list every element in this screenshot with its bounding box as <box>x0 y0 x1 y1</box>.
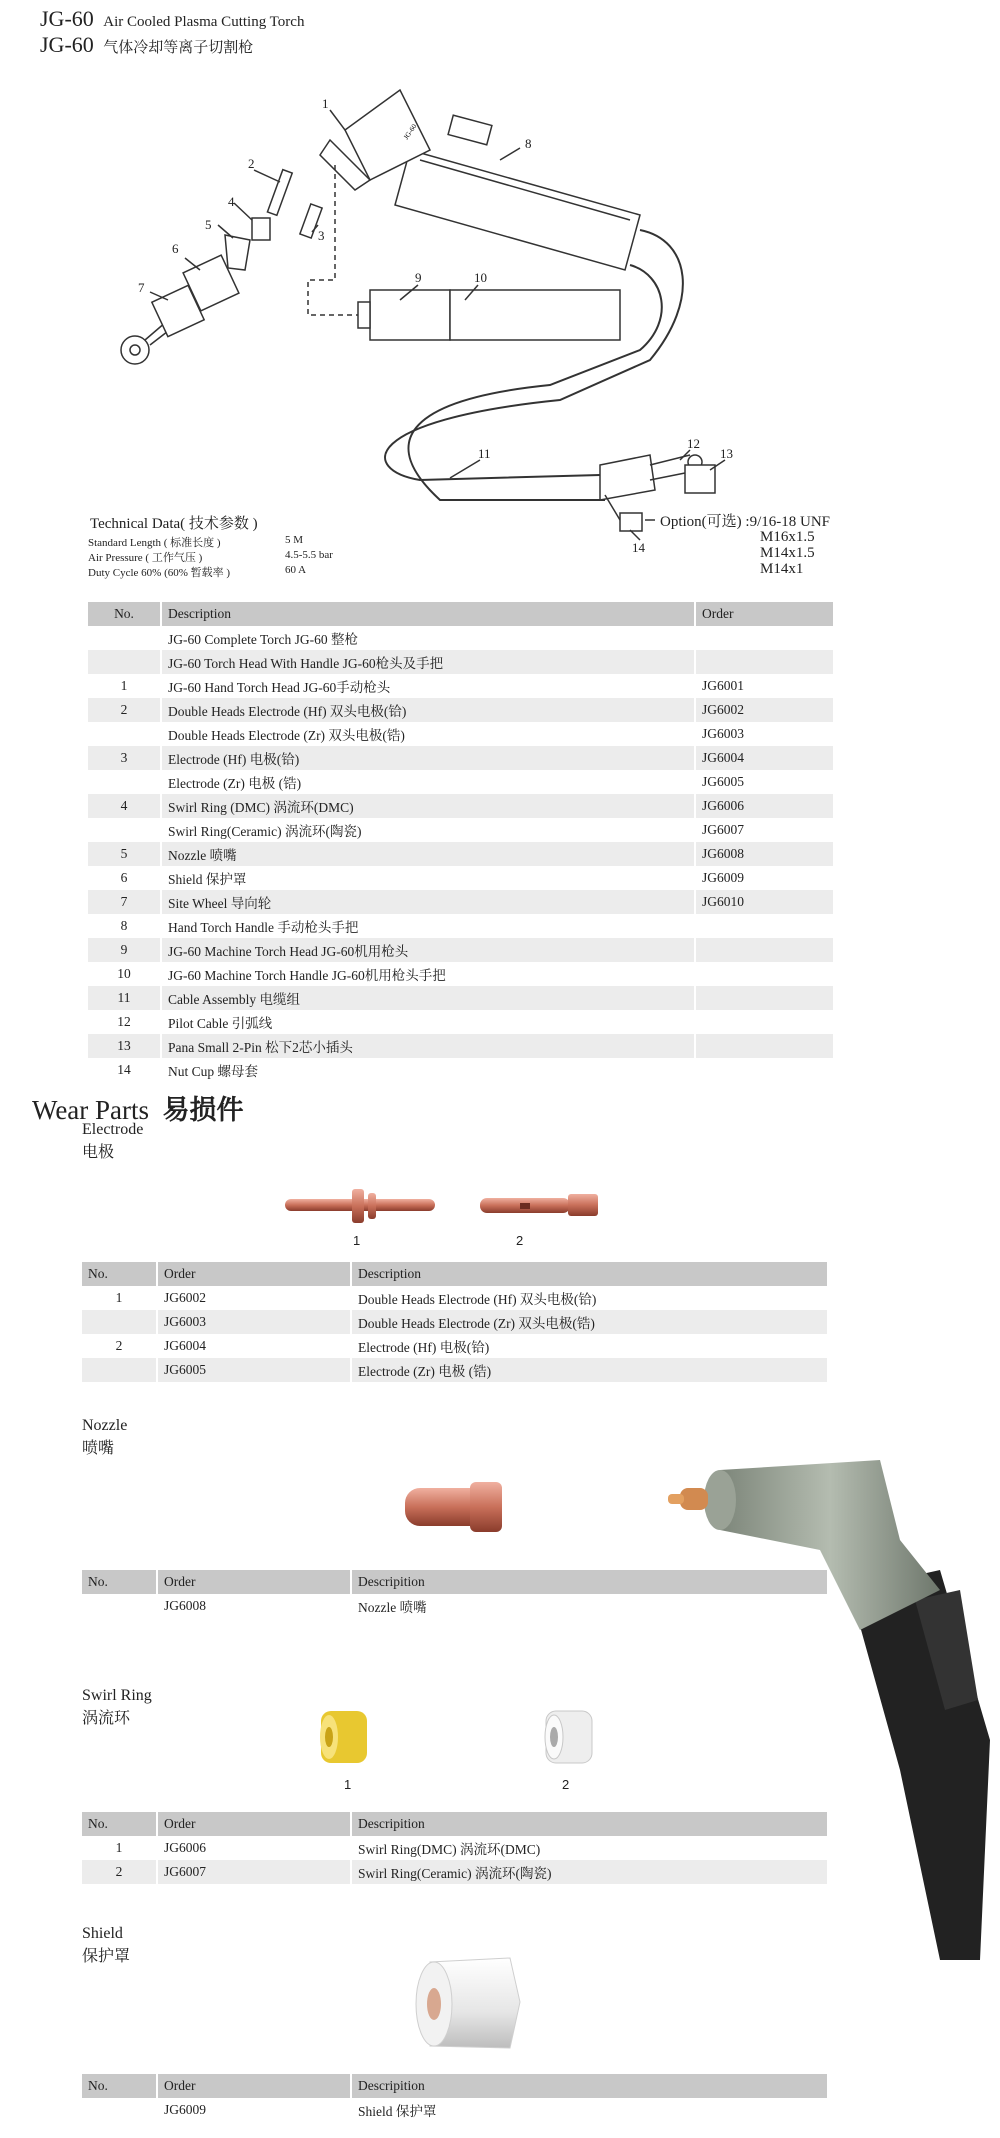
cell-no: 5 <box>88 842 161 866</box>
diagram-label: 14 <box>632 540 645 555</box>
shield-title-cn: 保护罩 <box>82 1948 131 1965</box>
cell-desc: JG-60 Complete Torch JG-60 整枪 <box>161 626 695 650</box>
nozzle-title-en: Nozzle <box>82 1417 128 1434</box>
col-description: Description <box>161 602 695 626</box>
col-description: Description <box>351 1262 827 1286</box>
title-english: Air Cooled Plasma Cutting Torch <box>103 14 305 30</box>
cell-order: JG6006 <box>695 794 833 818</box>
cell-order <box>695 1010 833 1034</box>
cell-no: 12 <box>117 1014 131 1029</box>
part-swirl-ring <box>252 218 270 240</box>
cell-no: 6 <box>120 870 128 885</box>
col-no: No. <box>82 1262 157 1286</box>
cell-no <box>88 722 161 746</box>
model-name: JG-60 <box>40 6 94 31</box>
cell-order: JG6004 <box>695 746 833 770</box>
table-row <box>88 914 833 938</box>
table-row <box>88 794 833 818</box>
nozzle-section-title <box>82 1414 127 1460</box>
handle-outline <box>395 150 640 270</box>
cell-no <box>88 650 161 674</box>
cell-desc: Swirl Ring (DMC) 涡流环(DMC) <box>161 794 695 818</box>
cell-order <box>695 938 833 962</box>
table-header-row <box>82 1812 827 1836</box>
cell-order: JG6010 <box>695 890 833 914</box>
cell-order: JG6008 <box>157 1594 351 1618</box>
cell-order: JG6007 <box>695 818 833 842</box>
diagram-label: 13 <box>720 446 733 461</box>
cell-no: 8 <box>120 918 128 933</box>
swirl-ring-title-en: Swirl Ring <box>82 1687 152 1704</box>
cell-order: JG6004 <box>157 1334 351 1358</box>
tech-value: 4.5-5.5 bar <box>285 549 333 561</box>
cell-order: JG6003 <box>157 1310 351 1334</box>
cell-order: JG6008 <box>695 842 833 866</box>
cell-desc: Pana Small 2-Pin 松下2芯小插头 <box>161 1034 695 1058</box>
diagram-label: 9 <box>415 270 422 285</box>
part-nozzle <box>225 235 250 270</box>
part-electrode <box>267 170 292 216</box>
table-row <box>88 722 833 746</box>
table-row <box>82 1836 827 1860</box>
table-header-row <box>82 2074 827 2098</box>
diagram-label: 7 <box>138 280 145 295</box>
machine-torch-head <box>370 290 450 340</box>
cell-desc: Double Heads Electrode (Zr) 双头电极(锆) <box>351 1310 827 1334</box>
cell-desc: Pilot Cable 引弧线 <box>161 1010 695 1034</box>
cell-order <box>695 1058 833 1082</box>
diagram-label: 6 <box>172 241 179 256</box>
cell-order <box>695 1034 833 1058</box>
cell-desc: Electrode (Hf) 电极(铪) <box>161 746 695 770</box>
option-value: M14x1 <box>760 561 804 577</box>
cell-desc: Site Wheel 导向轮 <box>161 890 695 914</box>
table-row <box>88 938 833 962</box>
tech-label: Duty Cycle 60% (60% 暂载率 ) <box>88 567 231 579</box>
electrode-title-en: Electrode <box>82 1121 144 1138</box>
swirl-ring-table <box>82 1812 827 1884</box>
pana-plug <box>620 513 642 531</box>
cell-no: 3 <box>88 746 161 770</box>
cell-no <box>88 770 161 794</box>
swirl-ring-2-image <box>540 1705 600 1770</box>
table-row <box>88 890 833 914</box>
diagram-label: 8 <box>525 136 532 151</box>
table-row <box>82 2098 827 2122</box>
diagram-mark: JG-60 <box>402 122 419 142</box>
shield-image <box>410 1952 525 2057</box>
swirl-ring-label-1: 1 <box>344 1777 352 1792</box>
tech-value: 5 M <box>285 534 304 546</box>
cell-no <box>82 1358 157 1382</box>
cell-desc: Nut Cup 螺母套 <box>161 1058 695 1082</box>
col-no: No. <box>82 1812 157 1836</box>
option-value: M16x1.5 <box>760 529 815 545</box>
cell-no <box>82 1310 157 1334</box>
table-row <box>88 698 833 722</box>
torch-head-grey <box>720 1460 940 1630</box>
cell-desc: Nozzle 喷嘴 <box>161 842 695 866</box>
cell-no: 13 <box>88 1034 161 1058</box>
shield-section-title <box>82 1922 130 1968</box>
electrode-table <box>82 1262 827 1382</box>
cell-no: 14 <box>117 1062 131 1077</box>
cell-desc: Shield 保护罩 <box>161 866 695 890</box>
table-row <box>88 962 833 986</box>
cell-order: JG6009 <box>157 2098 351 2122</box>
cell-no <box>82 2098 157 2122</box>
machine-torch-handle <box>450 290 620 340</box>
option-value: M14x1.5 <box>760 545 815 561</box>
col-order: Order <box>695 602 833 626</box>
table-row <box>88 626 833 650</box>
table-row <box>82 1310 827 1334</box>
diagram-label: 3 <box>318 228 325 243</box>
cell-no: 1 <box>115 1840 123 1855</box>
site-wheel <box>121 336 149 364</box>
table-row <box>88 1010 833 1034</box>
diagram-label: 12 <box>687 436 700 451</box>
cell-order: JG6005 <box>157 1358 351 1382</box>
cell-desc: JG-60 Machine Torch Handle JG-60机用枪头手把 <box>161 962 695 986</box>
cell-desc: Swirl Ring(Ceramic) 涡流环(陶瓷) <box>351 1860 827 1884</box>
table-row <box>88 746 833 770</box>
cell-desc: Cable Assembly 电缆组 <box>161 986 695 1010</box>
option-label: Option(可选) : <box>660 514 750 530</box>
tech-label: Air Pressure ( 工作气压 ) <box>88 552 203 564</box>
col-description: Descripition <box>351 1812 827 1836</box>
table-header-row <box>82 1262 827 1286</box>
table-row <box>82 1334 827 1358</box>
shield-table <box>82 2074 827 2122</box>
cell-order <box>695 626 833 650</box>
swirl-ring-title-cn: 涡流环 <box>82 1710 131 1727</box>
cell-no: 4 <box>88 794 161 818</box>
cell-no <box>82 1594 157 1618</box>
cell-no <box>88 626 161 650</box>
swirl-ring-section-title <box>82 1684 152 1730</box>
model-name: JG-60 <box>40 32 94 57</box>
table-row <box>88 650 833 674</box>
cell-no: 2 <box>88 698 161 722</box>
col-order: Order <box>157 2074 351 2098</box>
table-row <box>88 770 833 794</box>
table-row <box>88 674 833 698</box>
option-value: 9/16-18 UNF <box>749 514 830 530</box>
cell-desc: Electrode (Zr) 电极 (锆) <box>351 1358 827 1382</box>
cell-order <box>695 650 833 674</box>
cell-no: 1 <box>120 678 128 693</box>
cell-desc: Swirl Ring(DMC) 涡流环(DMC) <box>351 1836 827 1860</box>
wear-parts-en: Wear Parts <box>32 1095 150 1125</box>
cell-order: JG6007 <box>157 1860 351 1884</box>
col-no: No. <box>88 602 161 626</box>
cell-desc: Nozzle 喷嘴 <box>351 1594 827 1618</box>
cell-desc: Electrode (Zr) 电极 (锆) <box>161 770 695 794</box>
electrode-2-image <box>480 1194 598 1216</box>
table-row <box>82 1358 827 1382</box>
table-header-row <box>88 602 833 626</box>
table-row <box>88 866 833 890</box>
nozzle-image <box>400 1478 510 1538</box>
electrode-images <box>280 1185 610 1230</box>
connector-body <box>600 455 655 500</box>
electrode-label-2: 2 <box>516 1233 524 1248</box>
cell-desc: Double Heads Electrode (Hf) 双头电极(铪) <box>351 1286 827 1310</box>
cell-order: JG6006 <box>157 1836 351 1860</box>
cell-no: 2 <box>115 1338 123 1353</box>
cell-desc: JG-60 Hand Torch Head JG-60手动枪头 <box>161 674 695 698</box>
diagram-label: 5 <box>205 217 212 232</box>
table-row <box>88 818 833 842</box>
option-block <box>660 510 830 531</box>
cell-desc: Swirl Ring(Ceramic) 涡流环(陶瓷) <box>161 818 695 842</box>
table-row <box>88 1034 833 1058</box>
cell-no: 2 <box>82 1860 157 1884</box>
tech-value: 60 A <box>285 564 307 576</box>
cell-no: 1 <box>115 1290 123 1305</box>
nozzle-title-cn: 喷嘴 <box>82 1440 115 1457</box>
electrode-title-cn: 电极 <box>82 1144 115 1161</box>
cell-order: JG6002 <box>695 698 833 722</box>
diagram-label: 10 <box>474 270 487 285</box>
electrode-label-1: 1 <box>353 1233 361 1248</box>
electrode-section-title <box>82 1118 143 1164</box>
wear-parts-cn: 易损件 <box>162 1095 244 1125</box>
cell-order <box>695 962 833 986</box>
technical-data-heading: Technical Data( 技术参数 ) <box>90 516 258 532</box>
cell-order: JG6009 <box>695 866 833 890</box>
table-row <box>82 1286 827 1310</box>
table-row <box>88 1058 833 1082</box>
cell-desc: JG-60 Machine Torch Head JG-60机用枪头 <box>161 938 695 962</box>
cell-desc: JG-60 Torch Head With Handle JG-60枪头及手把 <box>161 650 695 674</box>
cell-order: JG6003 <box>695 722 833 746</box>
cell-no: 10 <box>117 966 131 981</box>
diagram-label: 4 <box>228 194 235 209</box>
cell-no: 11 <box>88 986 161 1010</box>
col-description: Descripition <box>351 2074 827 2098</box>
table-row <box>88 986 833 1010</box>
swirl-ring-label-2: 2 <box>562 1777 570 1792</box>
col-no: No. <box>82 1570 157 1594</box>
cell-desc: Double Heads Electrode (Hf) 双头电极(铪) <box>161 698 695 722</box>
diagram-label: 1 <box>322 96 329 111</box>
cell-order <box>695 914 833 938</box>
cell-no: 9 <box>88 938 161 962</box>
col-no: No. <box>82 2074 157 2098</box>
col-order: Order <box>157 1570 351 1594</box>
cell-order <box>695 986 833 1010</box>
col-description: Descripition <box>351 1570 827 1594</box>
diagram-label: 2 <box>248 156 255 171</box>
cell-no: 7 <box>88 890 161 914</box>
cell-desc: Shield 保护罩 <box>351 2098 827 2122</box>
cell-no <box>88 818 161 842</box>
parts-table <box>88 602 833 1082</box>
electrode-1-image <box>285 1189 435 1223</box>
cell-order: JG6001 <box>695 674 833 698</box>
shield-title-en: Shield <box>82 1925 123 1942</box>
cell-desc: Double Heads Electrode (Zr) 双头电极(锆) <box>161 722 695 746</box>
swirl-ring-1-image <box>315 1705 375 1770</box>
cell-desc: Hand Torch Handle 手动枪头手把 <box>161 914 695 938</box>
col-order: Order <box>157 1812 351 1836</box>
diagram-label: 11 <box>478 446 491 461</box>
cell-desc: Electrode (Hf) 电极(铪) <box>351 1334 827 1358</box>
table-row <box>82 1860 827 1884</box>
col-order: Order <box>157 1262 351 1286</box>
torch-handle-black <box>850 1570 990 1960</box>
cell-order: JG6002 <box>157 1286 351 1310</box>
title-chinese: 气体冷却等离子切割枪 <box>103 40 254 56</box>
cell-order: JG6005 <box>695 770 833 794</box>
tech-label: Standard Length ( 标准长度 ) <box>88 537 221 549</box>
table-row <box>88 842 833 866</box>
